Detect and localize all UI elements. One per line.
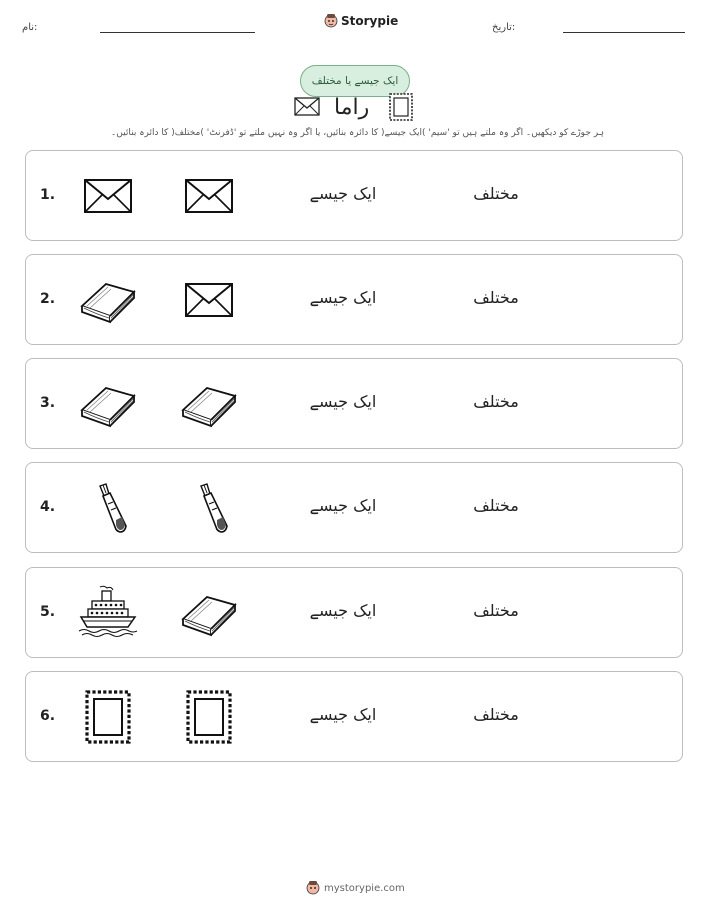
ship-icon bbox=[78, 585, 138, 641]
different-option[interactable]: مختلف bbox=[473, 601, 519, 620]
book-icon bbox=[179, 585, 239, 641]
question-row bbox=[25, 358, 683, 449]
date-line[interactable] bbox=[563, 32, 685, 33]
question-row bbox=[25, 150, 683, 241]
topic-pill: ایک جیسے یا مختلف bbox=[300, 65, 410, 97]
question-number: 6. bbox=[40, 708, 56, 724]
question-number: 1. bbox=[40, 187, 56, 203]
page-title: راما bbox=[334, 95, 370, 120]
brand-logo bbox=[324, 13, 398, 29]
same-option[interactable]: ایک جیسے bbox=[309, 705, 377, 724]
envelope-icon bbox=[294, 97, 320, 117]
same-option[interactable]: ایک جیسے bbox=[309, 496, 377, 515]
envelope-icon bbox=[179, 168, 239, 224]
title-row bbox=[290, 93, 420, 123]
stamp-icon bbox=[388, 92, 414, 122]
book-icon bbox=[78, 272, 138, 328]
question-number: 4. bbox=[40, 499, 56, 515]
book-icon bbox=[78, 376, 138, 432]
footer bbox=[306, 880, 405, 896]
name-line[interactable] bbox=[100, 32, 255, 33]
envelope-icon bbox=[78, 168, 138, 224]
fountain-pen-icon bbox=[78, 480, 138, 536]
footer-url[interactable]: mystorypie.com bbox=[324, 882, 405, 894]
fountain-pen-icon bbox=[179, 480, 239, 536]
different-option[interactable]: مختلف bbox=[473, 705, 519, 724]
same-option[interactable]: ایک جیسے bbox=[309, 601, 377, 620]
question-row bbox=[25, 567, 683, 658]
name-label: نام: bbox=[22, 22, 38, 33]
question-number: 2. bbox=[40, 291, 56, 307]
different-option[interactable]: مختلف bbox=[473, 496, 519, 515]
stamp-icon bbox=[78, 689, 138, 745]
brand-name: Storypie bbox=[341, 14, 399, 28]
book-icon bbox=[179, 376, 239, 432]
question-number: 5. bbox=[40, 604, 56, 620]
storypie-mascot-icon bbox=[306, 880, 320, 896]
question-row bbox=[25, 671, 683, 762]
same-option[interactable]: ایک جیسے bbox=[309, 392, 377, 411]
question-row bbox=[25, 462, 683, 553]
date-label: تاریخ: bbox=[492, 22, 516, 33]
same-option[interactable]: ایک جیسے bbox=[309, 184, 377, 203]
instructions: ہر جوڑے کو دیکھیں۔ اگر وہ ملتے ہیں تو 'سیم' )ایک جیسے( کا دائرہ بنائیں، یا اگر وہ نہیں ملتے تو 'ڈفرنٹ' )مختلف( کا دائرہ بنائیں۔ bbox=[111, 128, 604, 138]
different-option[interactable]: مختلف bbox=[473, 288, 519, 307]
different-option[interactable]: مختلف bbox=[473, 392, 519, 411]
envelope-icon bbox=[179, 272, 239, 328]
same-option[interactable]: ایک جیسے bbox=[309, 288, 377, 307]
stamp-icon bbox=[179, 689, 239, 745]
question-number: 3. bbox=[40, 395, 56, 411]
question-row bbox=[25, 254, 683, 345]
storypie-mascot-icon bbox=[324, 13, 338, 29]
different-option[interactable]: مختلف bbox=[473, 184, 519, 203]
